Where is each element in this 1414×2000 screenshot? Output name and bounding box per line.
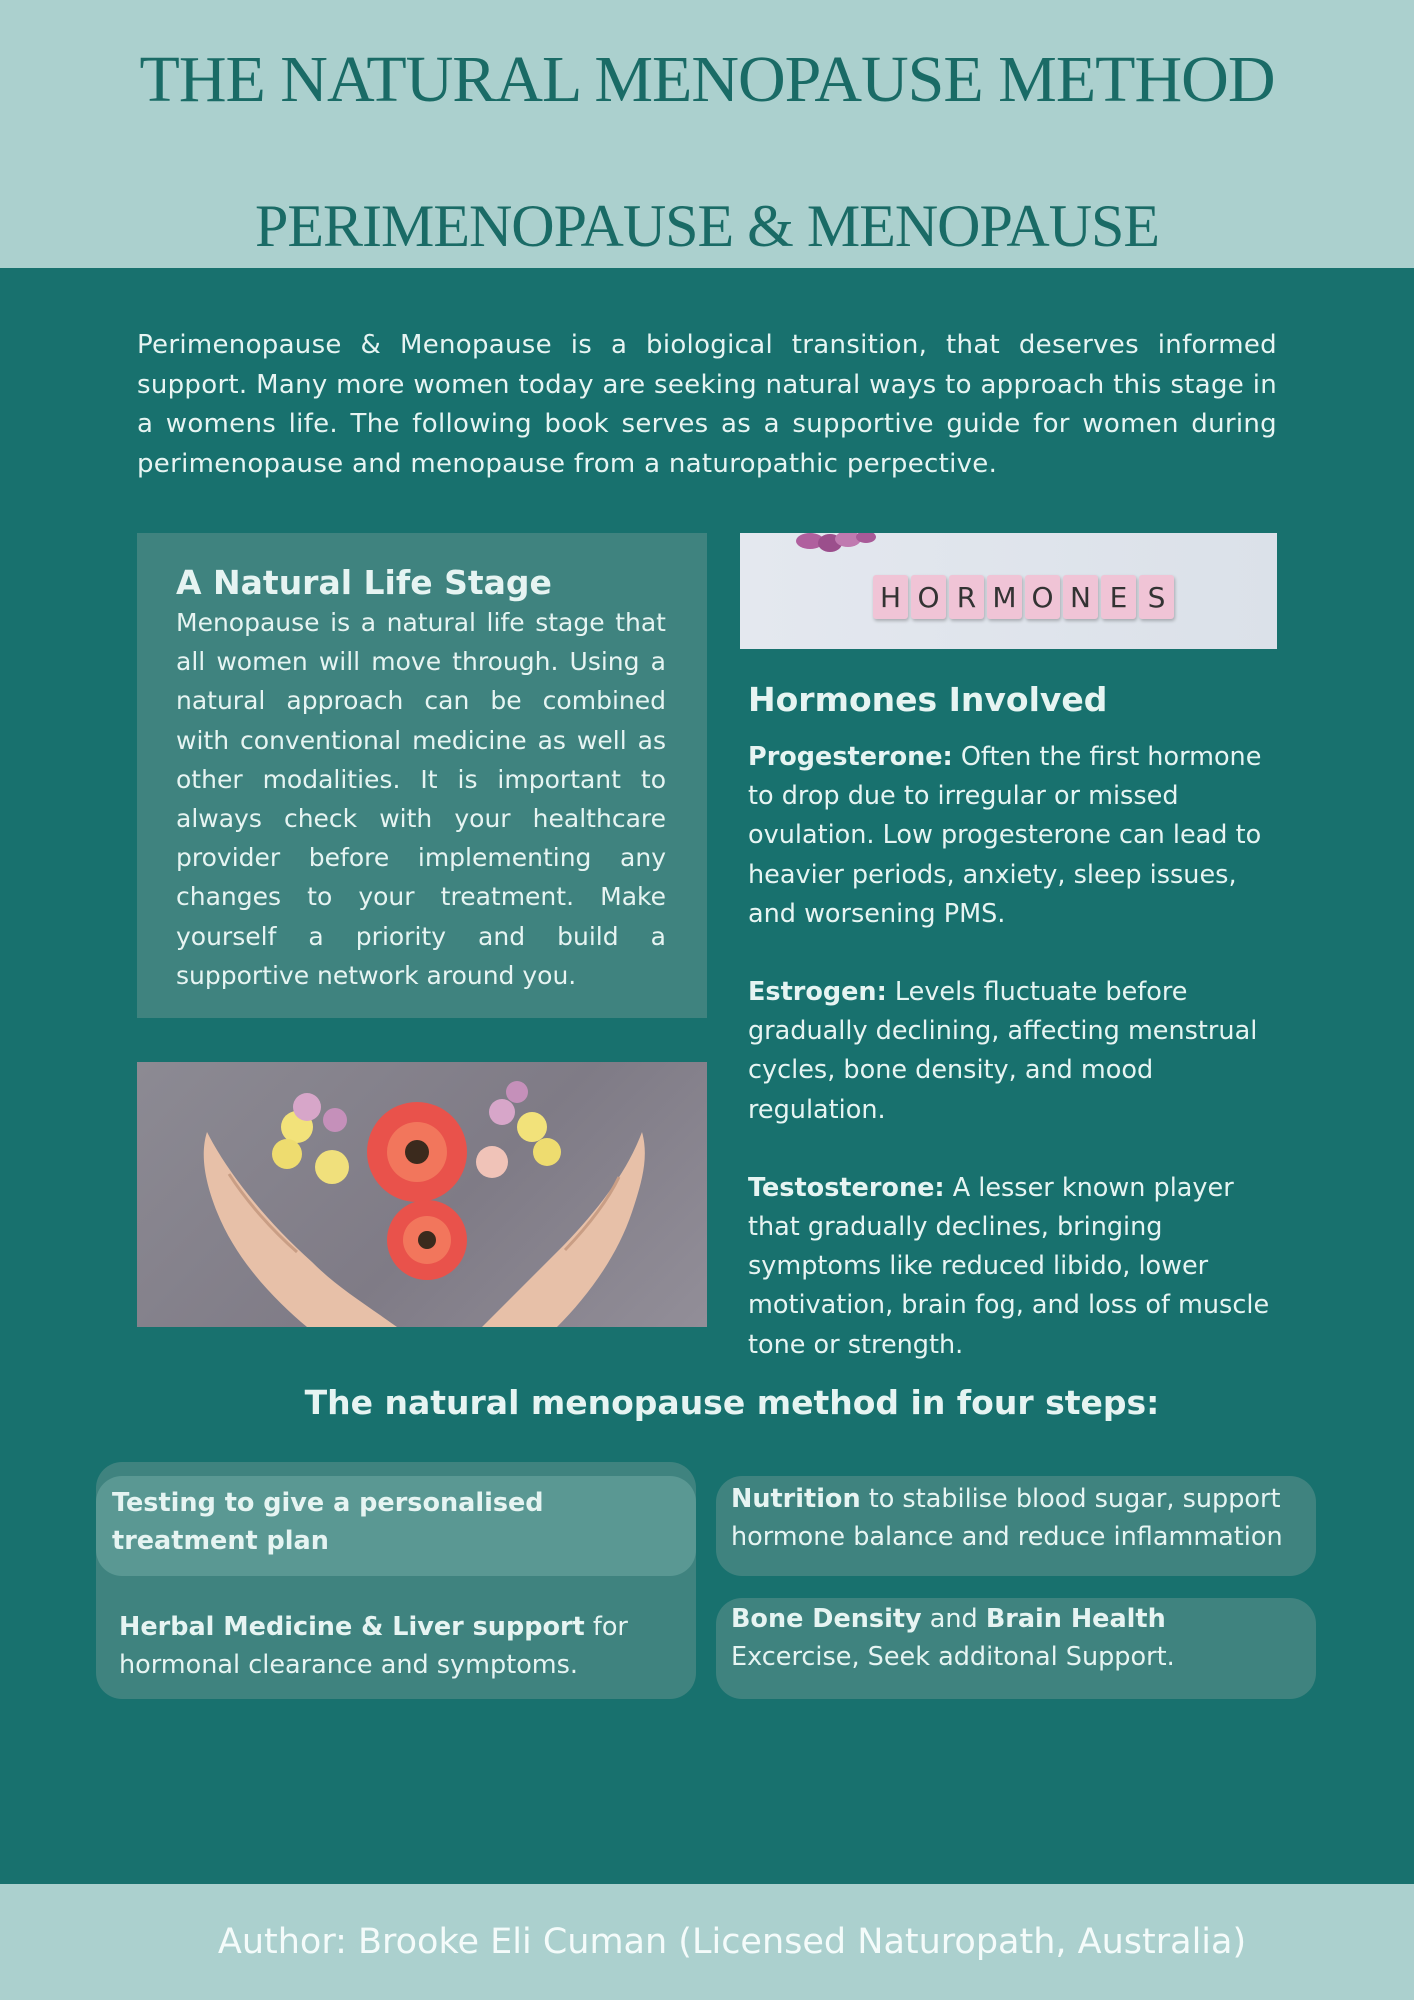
- page-subtitle: PERIMENOPAUSE & MENOPAUSE: [254, 193, 1160, 259]
- header-band: [0, 0, 1414, 268]
- footer-band: [0, 1884, 1414, 2000]
- letter-tile: O: [1025, 575, 1060, 619]
- step-and: and: [921, 1604, 986, 1634]
- flower-decoration: [770, 533, 910, 557]
- letter-tile: R: [949, 575, 984, 619]
- letter-tile: N: [1063, 575, 1098, 619]
- step-herbal-medicine: [96, 1590, 696, 1699]
- page-title: THE NATURAL MENOPAUSE METHOD: [139, 43, 1275, 116]
- step-nutrition: [716, 1476, 1316, 1576]
- intro-paragraph: Perimenopause & Menopause is a biological transition, that deserves informed support. Many more women today are seeking natural ways to approach this stage in a womens life. The following book serves as a supportive guide for women during perimenopause and menopause from a naturopathic perpective.: [137, 330, 1277, 479]
- life-stage-card: [137, 533, 707, 1018]
- hormone-name: Progesterone:: [748, 742, 953, 772]
- hormone-name: Testosterone:: [748, 1172, 945, 1203]
- hormone-text: Often the first hormone to drop due to irregular or missed ovulation. Low progesterone can lead to heavier periods, anxiety, sleep issues, and worsening PMS.: [748, 742, 1262, 929]
- step-testing-label: Testing to give a personalised treatment plan: [112, 1488, 544, 1556]
- step-bone-brain: [716, 1598, 1316, 1699]
- hormone-item-testosterone: [748, 1169, 1288, 1365]
- step-herbal-label: Herbal Medicine & Liver support: [119, 1612, 585, 1642]
- letter-tile: S: [1139, 575, 1174, 619]
- letter-tile: O: [911, 575, 946, 619]
- author-credit: Author: Brooke Eli Cuman (Licensed Naturopath, Australia): [217, 1922, 1247, 1962]
- hormones-heading: Hormones Involved: [748, 680, 1108, 719]
- hormone-text: Levels fluctuate before gradually declining, affecting menstrual cycles, bone density, and mood regulation.: [748, 977, 1258, 1125]
- letter-tile: E: [1101, 575, 1136, 619]
- hormone-text: A lesser known player that gradually declines, bringing symptoms like reduced libido, lower motivation, brain fog, and loss of muscle tone or strength.: [748, 1172, 1270, 1360]
- step-bone-label: Bone Density: [731, 1604, 922, 1634]
- hands-flowers-photo: [137, 1062, 707, 1327]
- step-bone-brain-title: [731, 1600, 1302, 1638]
- hormones-photo: [740, 533, 1277, 649]
- step-testing: [96, 1476, 696, 1576]
- step-herbal-text: for hormonal clearance and symptoms.: [119, 1612, 628, 1680]
- hormones-section: [748, 676, 1288, 1404]
- letter-tile: H: [873, 575, 908, 619]
- life-stage-body: Menopause is a natural life stage that all women will move through. Using a natural approach can be combined with conventional medicine as well as other modalities. It is important to always check with your healthcare provider before implementing any changes to your treatment. Make yourself a priority and build a supportive network around you.: [176, 608, 666, 990]
- step-nutrition-text: to stabilise blood sugar, support hormone balance and reduce inflammation: [731, 1484, 1283, 1552]
- hands-flowers-illustration: [137, 1062, 707, 1327]
- hormone-item-progesterone: [748, 738, 1288, 934]
- life-stage-heading: A Natural Life Stage: [176, 563, 552, 602]
- step-nutrition-label: Nutrition: [731, 1484, 861, 1514]
- hormones-tiles: [873, 575, 1174, 619]
- hormone-name: Estrogen:: [748, 977, 887, 1008]
- step-bone-brain-text: Excercise, Seek additonal Support.: [731, 1642, 1175, 1672]
- step-brain-label: Brain Health: [985, 1604, 1166, 1634]
- hormone-item-estrogen: [748, 973, 1288, 1130]
- letter-tile: M: [987, 575, 1022, 619]
- steps-heading: The natural menopause method in four steps:: [304, 1383, 1160, 1422]
